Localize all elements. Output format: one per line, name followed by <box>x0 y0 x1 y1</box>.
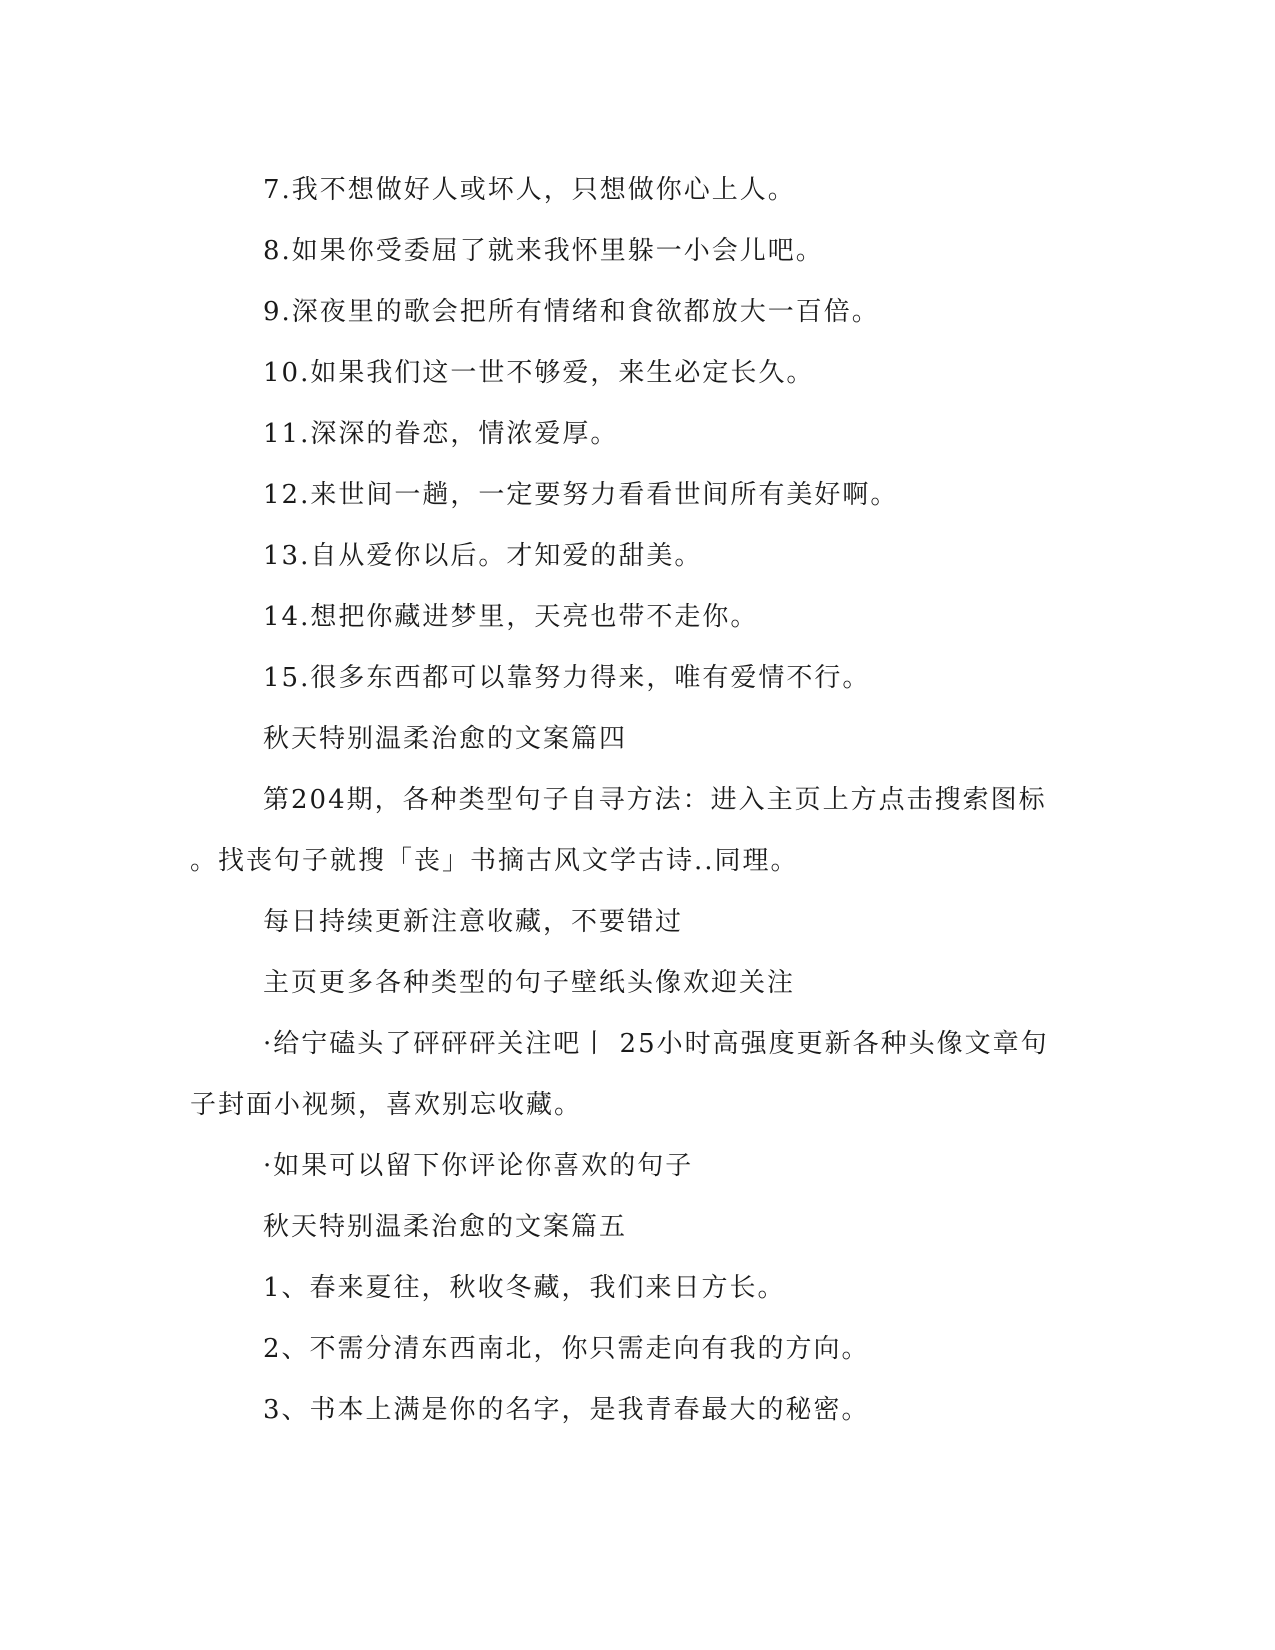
list-item: 14.想把你藏进梦里，天亮也带不走你。 <box>263 602 759 632</box>
list-item: 10.如果我们这一世不够爱，来生必定长久。 <box>263 358 815 388</box>
section-heading: 秋天特别温柔治愈的文案篇四 <box>263 724 628 754</box>
document-page <box>190 160 1080 1441</box>
list-item: 15.很多东西都可以靠努力得来，唯有爱情不行。 <box>263 663 871 693</box>
list-item: 9.深夜里的歌会把所有情绪和食欲都放大一百倍。 <box>263 297 880 327</box>
list-item: 13.自从爱你以后。才知爱的甜美。 <box>263 541 703 571</box>
paragraph-line: 子封面小视频，喜欢别忘收藏。 <box>190 1090 583 1120</box>
paragraph: ·如果可以留下你评论你喜欢的句子 <box>263 1151 694 1181</box>
list-item: 7.我不想做好人或坏人，只想做你心上人。 <box>263 175 796 205</box>
list-item: 11.深深的眷恋，情浓爱厚。 <box>263 419 619 449</box>
paragraph-line: ·给宁磕头了砰砰砰关注吧丨 25小时高强度更新各种头像文章句 <box>263 1029 1049 1059</box>
list-item: 3、书本上满是你的名字，是我青春最大的秘密。 <box>263 1395 870 1425</box>
section-heading: 秋天特别温柔治愈的文案篇五 <box>263 1212 628 1242</box>
list-item: 2、不需分清东西南北，你只需走向有我的方向。 <box>263 1334 870 1364</box>
paragraph: 主页更多各种类型的句子壁纸头像欢迎关注 <box>263 968 796 998</box>
list-item: 12.来世间一趟，一定要努力看看世间所有美好啊。 <box>263 480 899 510</box>
paragraph-line: 。找丧句子就搜「丧」书摘古风文学古诗..同理。 <box>190 846 799 876</box>
paragraph: 每日持续更新注意收藏，不要错过 <box>263 907 684 937</box>
list-item: 8.如果你受委屈了就来我怀里躲一小会儿吧。 <box>263 236 824 266</box>
paragraph-line: 第204期，各种类型句子自寻方法：进入主页上方点击搜索图标 <box>263 785 1047 815</box>
list-item: 1、春来夏往，秋收冬藏，我们来日方长。 <box>263 1273 786 1303</box>
